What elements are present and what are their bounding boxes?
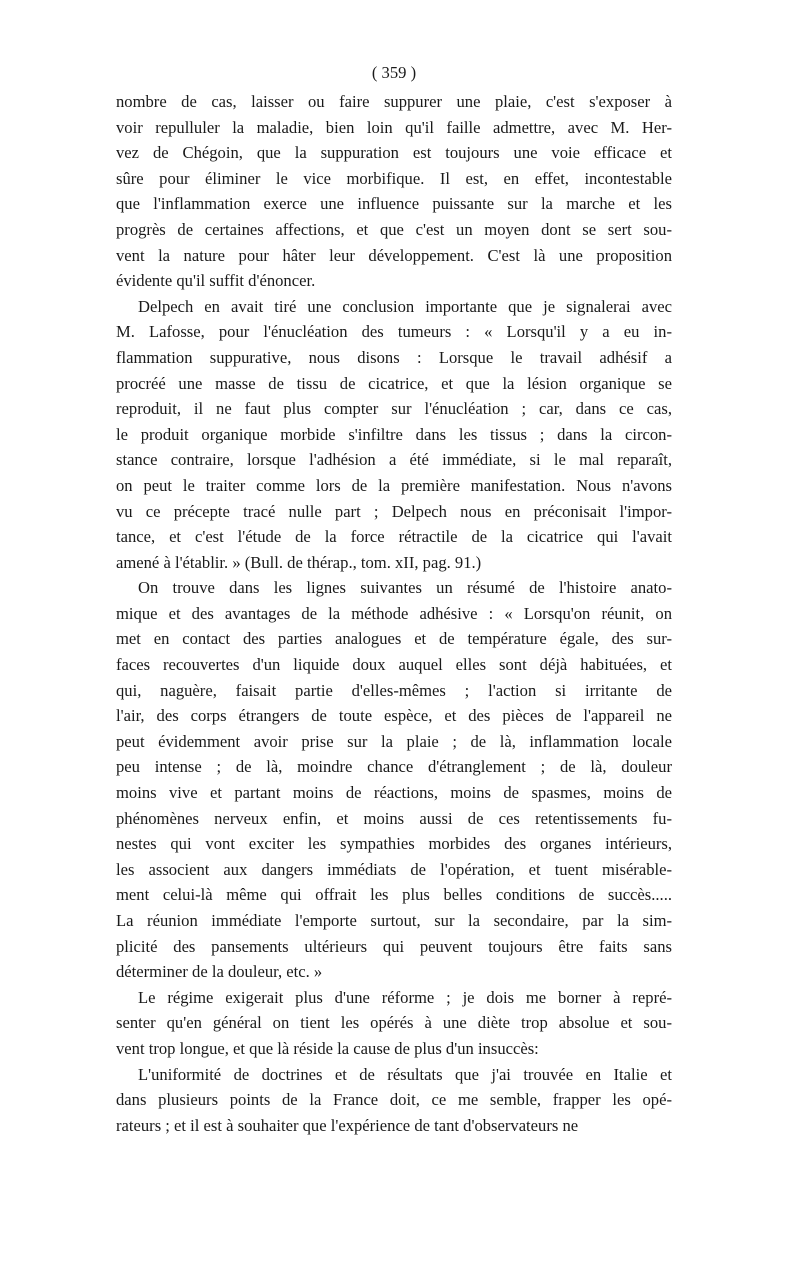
text-line: L'uniformité de doctrines et de résultats que j'ai trouvée en Italie et (138, 1064, 672, 1084)
text-line: vent la nature pour hâter leur développement. C'est là une proposition (116, 245, 672, 265)
text-line: rateurs ; et il est à souhaiter que l'expérience de tant d'observateurs ne (116, 1115, 579, 1135)
text-line: flammation suppurative, nous disons : Lorsque le travail adhésif a (116, 347, 672, 367)
text-line: stance contraire, lorsque l'adhésion a été immédiate, si le mal reparaît, (116, 450, 672, 470)
text-line: dans plusieurs points de la France doit, ce me semble, frapper les opé- (116, 1090, 672, 1110)
text-line: amené à l'établir. » (Bull. de thérap., tom. xII, pag. 91.) (116, 552, 482, 572)
text-line: mique et des avantages de la méthode adhésive : « Lorsqu'on réunit, on (116, 603, 672, 623)
text-line: faces recouvertes d'un liquide doux auquel elles sont déjà habituées, et (116, 655, 672, 675)
text-line: Le régime exigerait plus d'une réforme ; je dois me borner à repré- (138, 987, 672, 1007)
paragraph (116, 1062, 672, 1139)
page-number: ( 359 ) (371, 63, 417, 82)
paragraph (116, 294, 672, 576)
text-line: on peut le traiter comme lors de la première manifestation. Nous n'avons (116, 475, 672, 495)
text-line: On trouve dans les lignes suivantes un résumé de l'histoire anato- (138, 578, 672, 598)
text-line: les associent aux dangers immédiats de l'opération, et tuent misérable- (116, 859, 672, 879)
text-line: tance, et c'est l'étude de la force rétractile de la cicatrice qui l'avait (116, 527, 672, 547)
text-line: phénomènes nerveux enfin, et moins aussi de ces retentissements fu- (116, 808, 672, 828)
text-line: qui, naguère, faisait partie d'elles-mêmes ; l'action si irritante de (116, 680, 672, 700)
text-line: vent trop longue, et que là réside la cause de plus d'un insuccès: (116, 1038, 539, 1058)
paragraph (116, 575, 672, 985)
text-line: l'air, des corps étrangers de toute espèce, et des pièces de l'appareil ne (116, 706, 672, 726)
text-line: ment celui-là même qui offrait les plus belles conditions de succès..... (116, 885, 672, 905)
text-line: senter qu'en général on tient les opérés à une diète trop absolue et sou- (116, 1013, 672, 1033)
text-line: nombre de cas, laisser ou faire suppurer une plaie, c'est s'exposer à (116, 92, 672, 111)
text-line: moins vive et partant moins de réactions, moins de spasmes, moins de (116, 783, 672, 803)
text-line: vu ce précepte tracé nulle part ; Delpech nous en préconisait l'impor- (116, 501, 672, 521)
text-line: que l'inflammation exerce une influence puissante sur la marche et les (116, 194, 672, 214)
text-line: procréé une masse de tissu de cicatrice, et que la lésion organique se (116, 373, 672, 393)
text-line: plicité des pansements ultérieurs qui peuvent toujours être faits sans (116, 936, 672, 956)
paragraph (116, 89, 672, 294)
text-line: reproduit, il ne faut plus compter sur l'énucléation ; car, dans ce cas, (116, 399, 672, 419)
book-page (116, 58, 672, 1138)
text-line: le produit organique morbide s'infiltre dans les tissus ; dans la circon- (116, 424, 672, 444)
text-line: sûre pour éliminer le vice morbifique. Il est, en effet, incontestable (116, 168, 672, 188)
text-line: progrès de certaines affections, et que c'est un moyen dont se sert sou- (116, 219, 672, 239)
text-line: voir repulluler la maladie, bien loin qu'il faille admettre, avec M. Her- (116, 117, 672, 137)
text-line: déterminer de la douleur, etc. » (116, 962, 323, 982)
text-line: M. Lafosse, pour l'énucléation des tumeurs : « Lorsqu'il y a eu in- (116, 322, 672, 342)
text-line: peut évidemment avoir prise sur la plaie ; de là, inflammation locale (116, 731, 672, 751)
text-line: La réunion immédiate l'emporte surtout, sur la secondaire, par la sim- (116, 911, 672, 930)
text-line: nestes qui vont exciter les sympathies morbides des organes intérieurs, (116, 834, 672, 854)
paragraph (116, 985, 672, 1062)
body-text (116, 89, 672, 1138)
text-line: évidente qu'il suffit d'énoncer. (116, 271, 316, 291)
text-line: vez de Chégoin, que la suppuration est toujours une voie efficace et (116, 143, 672, 163)
text-line: Delpech en avait tiré une conclusion importante que je signalerai avec (138, 296, 672, 316)
text-line: met en contact des parties analogues et de température égale, des sur- (116, 629, 672, 649)
text-line: peu intense ; de là, moindre chance d'étranglement ; de là, douleur (116, 757, 672, 777)
